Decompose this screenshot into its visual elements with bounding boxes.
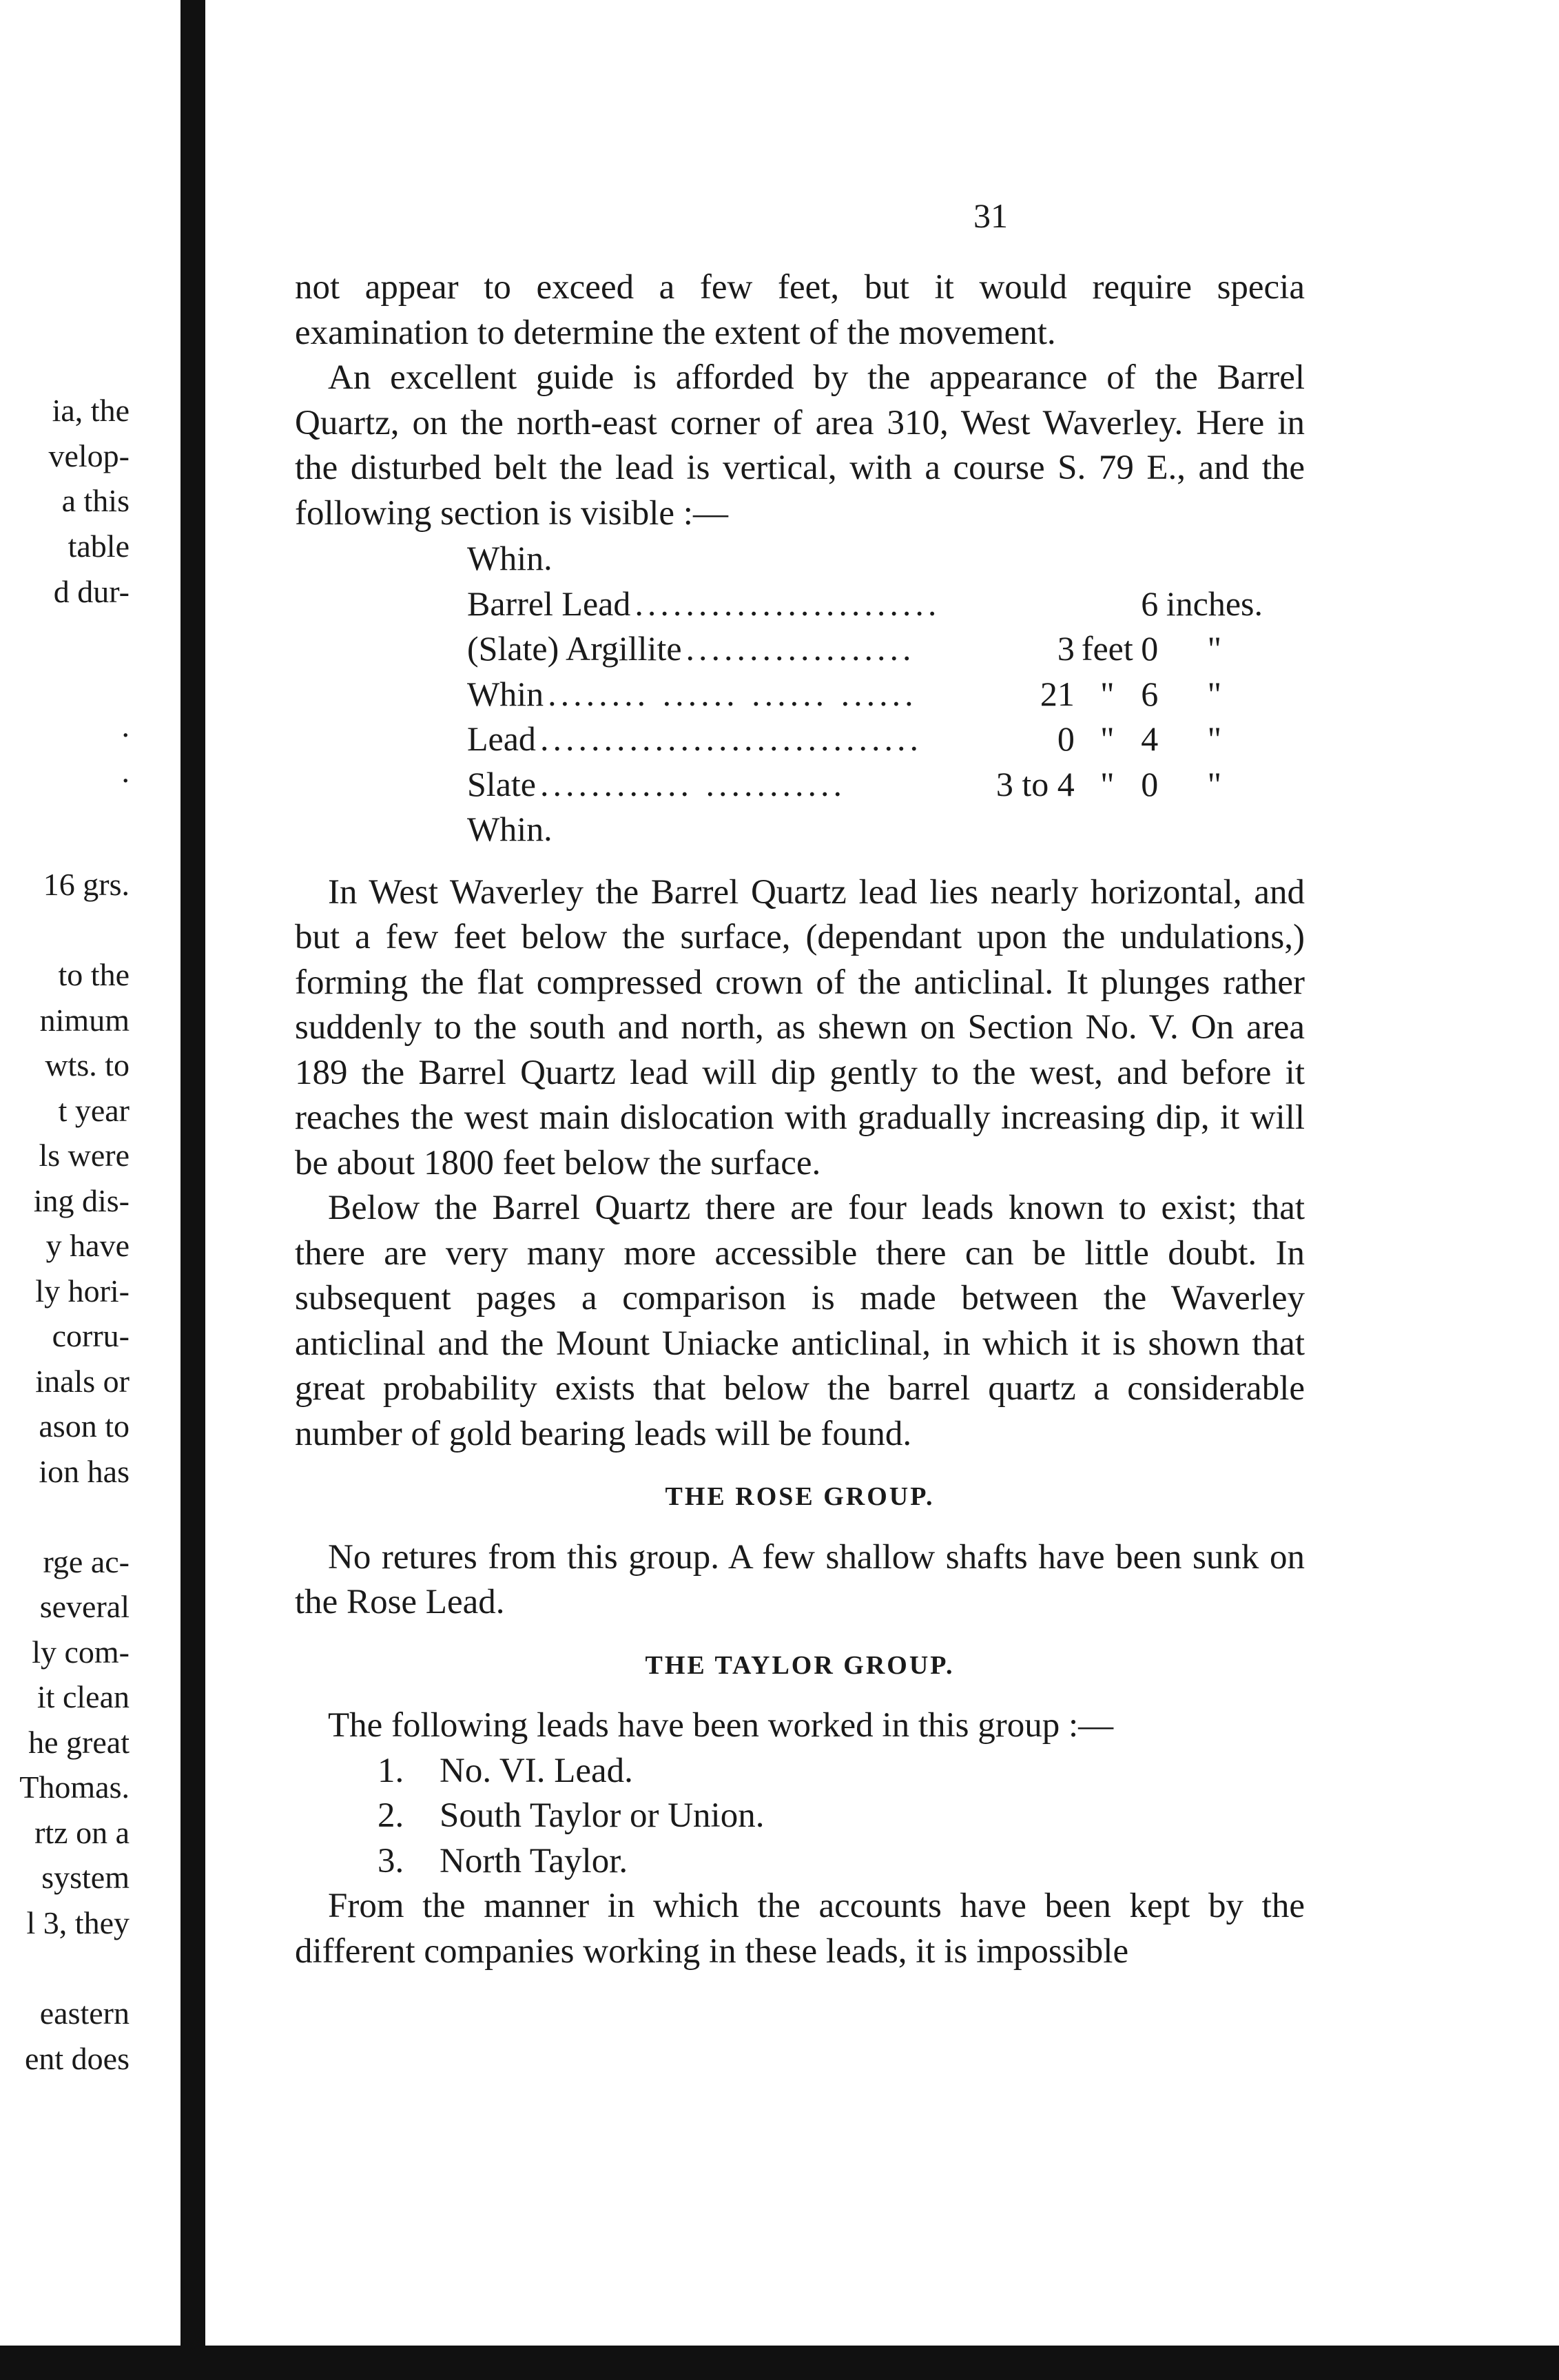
list-item-number: 3. — [378, 1841, 404, 1880]
list-item-name: North Taylor. — [440, 1841, 628, 1880]
section-inches — [1133, 807, 1166, 852]
section-inches — [1133, 536, 1166, 582]
paragraph-5: No retures from this group. A few shallow shafts have been sunk on the Rose Lead. — [295, 1537, 1305, 1621]
leader-dots: ............ ........... — [539, 764, 846, 803]
section-row — [467, 626, 1263, 672]
section-feet-unit: " — [1100, 719, 1115, 758]
section-rock: Lead — [467, 719, 540, 758]
section-feet — [996, 807, 1082, 852]
section-row — [467, 762, 1263, 808]
previous-page-line: nimum — [39, 1003, 130, 1038]
leader-dots: ........ ...... ...... ...... — [548, 674, 918, 713]
previous-page-line: table — [68, 529, 130, 564]
section-inches: 0 — [1141, 629, 1159, 668]
section-rock-cell — [467, 762, 996, 808]
list-item — [378, 1749, 1305, 1794]
section-rock: Barrel Lead — [467, 584, 634, 623]
paragraph-2: An excellent guide is afforded by the appearance of the Barrel Quartz, on the north-east corner of area 310, West Waverley. Here in the disturbed belt the lead is vertical, with a course S. 79 E., and the following section is visible :— — [295, 358, 1305, 533]
previous-page-line: ia, the — [52, 393, 130, 428]
section-feet — [996, 582, 1082, 627]
section-inches: 0 — [1141, 764, 1159, 803]
section-rock: (Slate) Argillite — [467, 629, 686, 668]
previous-page-line: it clean — [37, 1679, 130, 1714]
previous-page-line: system — [41, 1860, 130, 1895]
list-item-number: 2. — [378, 1796, 404, 1835]
previous-page-line: 16 grs. — [43, 867, 130, 902]
section-feet-unit — [1082, 536, 1133, 582]
section-row — [467, 536, 1263, 582]
section-row — [467, 582, 1263, 627]
previous-page-line: inals or — [35, 1364, 130, 1399]
section-inches: 6 — [1141, 674, 1159, 713]
section-row — [467, 672, 1263, 717]
section-rock-cell — [467, 717, 996, 762]
section-row — [467, 717, 1263, 762]
previous-page-line: . — [121, 754, 130, 789]
page-number: 31 — [973, 196, 1008, 235]
section-rock-cell — [467, 582, 996, 627]
section-row — [467, 807, 1263, 852]
section-feet: 21 — [1040, 674, 1075, 713]
previous-page-line: rge ac- — [43, 1544, 130, 1579]
paragraph-3: In West Waverley the Barrel Quartz lead lies nearly horizontal, and but a few feet below the surface, (dependant upon the undulations,) forming the flat compressed crown of the anticlinal. It plunges rather suddenly to the south and north, as shewn on Section No. V. On area 189 the Barrel Quartz lead will dip gently to the west, and before it reaches the west main dislocation with gradually increasing dip, it will be about 1800 feet below the surface. — [295, 872, 1305, 1182]
section-feet-unit — [1082, 582, 1133, 627]
section-table — [467, 536, 1263, 852]
binding-gutter — [180, 0, 205, 2380]
section-inch-unit — [1166, 536, 1263, 582]
leader-dots: .............................. — [539, 719, 922, 758]
previous-page-line: corru- — [52, 1318, 130, 1353]
leads-list — [295, 1749, 1305, 1885]
bottom-edge — [0, 2346, 1559, 2380]
paragraph-6: The following leads have been worked in this group :— — [328, 1706, 1114, 1745]
section-feet-unit: feet — [1081, 629, 1133, 668]
previous-page-line: a this — [61, 483, 130, 518]
paragraph-7: From the manner in which the accounts have been kept by the different companies working in these leads, it is impossible — [295, 1887, 1305, 1971]
previous-page-fragment — [0, 0, 180, 2346]
previous-page-line: velop- — [48, 438, 130, 473]
section-feet: 0 — [1057, 719, 1075, 758]
previous-page-line: to the — [58, 957, 130, 992]
section-inches: 6 — [1141, 584, 1159, 623]
leader-dots: ........................ — [634, 584, 941, 623]
section-inch-unit — [1166, 807, 1263, 852]
list-item-number: 1. — [378, 1751, 404, 1790]
section-feet-unit — [1082, 807, 1133, 852]
previous-page-line: t year — [58, 1093, 130, 1128]
previous-page-line: d dur- — [53, 574, 130, 609]
previous-page-line: ly com- — [32, 1634, 130, 1670]
previous-page-line: he great — [28, 1725, 130, 1760]
section-feet — [996, 536, 1082, 582]
previous-page-line: Thomas. — [19, 1769, 130, 1805]
leader-dots: .................. — [685, 629, 916, 668]
section-inch-unit: " — [1207, 674, 1222, 713]
previous-page-line: ason to — [39, 1408, 130, 1444]
previous-page-line: several — [39, 1589, 130, 1624]
previous-page-line: rtz on a — [34, 1815, 130, 1850]
section-inches: 4 — [1141, 719, 1159, 758]
section-feet: 3 — [1057, 629, 1075, 668]
paragraph-4: Below the Barrel Quartz there are four leads known to exist; that there are very many more accessible there can be little doubt. In subsequent pages a comparison is made between the Waverley anticlinal and the Mount Uniacke anticlinal, in which it is shown that great probability exists that below the barrel quartz a considerable number of gold bearing leads will be found. — [295, 1189, 1305, 1453]
section-rock: Whin. — [467, 539, 557, 577]
list-item — [378, 1839, 1305, 1885]
section-feet-unit: " — [1100, 764, 1115, 803]
section-inch-unit: " — [1207, 629, 1222, 668]
section-feet-unit: " — [1100, 674, 1115, 713]
section-rock-cell — [467, 807, 996, 852]
previous-page-line: eastern — [39, 1996, 130, 2031]
list-item-name: South Taylor or Union. — [440, 1796, 765, 1835]
section-inch-unit: " — [1207, 719, 1222, 758]
previous-page-line: ion has — [39, 1454, 130, 1489]
body-text — [295, 265, 1305, 1974]
section-rock: Slate — [467, 765, 540, 803]
previous-page-line: y have — [45, 1228, 130, 1263]
heading-rose-group: THE ROSE GROUP. — [665, 1482, 935, 1511]
section-rock: Whin. — [467, 810, 557, 848]
paragraph-1: not appear to exceed a few feet, but it would require specia examination to determine the extent of the movement. — [295, 268, 1305, 352]
section-rock: Whin — [467, 675, 548, 713]
section-inch-unit: inches. — [1166, 584, 1263, 623]
section-rock-cell — [467, 672, 996, 717]
previous-page-line: ing dis- — [33, 1183, 130, 1218]
previous-page-line: . — [121, 708, 130, 743]
section-rock-cell — [467, 626, 996, 672]
list-item-name: No. VI. Lead. — [440, 1751, 633, 1790]
section-inch-unit: " — [1207, 764, 1222, 803]
list-item — [378, 1794, 1305, 1839]
previous-page-line: wts. to — [45, 1047, 130, 1083]
previous-page-line: ls were — [39, 1138, 130, 1173]
previous-page-line: l 3, they — [26, 1905, 130, 1940]
section-rock-cell — [467, 536, 996, 582]
previous-page-line: ly hori- — [35, 1273, 130, 1309]
page — [205, 0, 1559, 2346]
heading-taylor-group: THE TAYLOR GROUP. — [645, 1650, 955, 1680]
previous-page-line: ent does — [24, 2041, 130, 2076]
section-feet: 3 to 4 — [995, 764, 1075, 803]
